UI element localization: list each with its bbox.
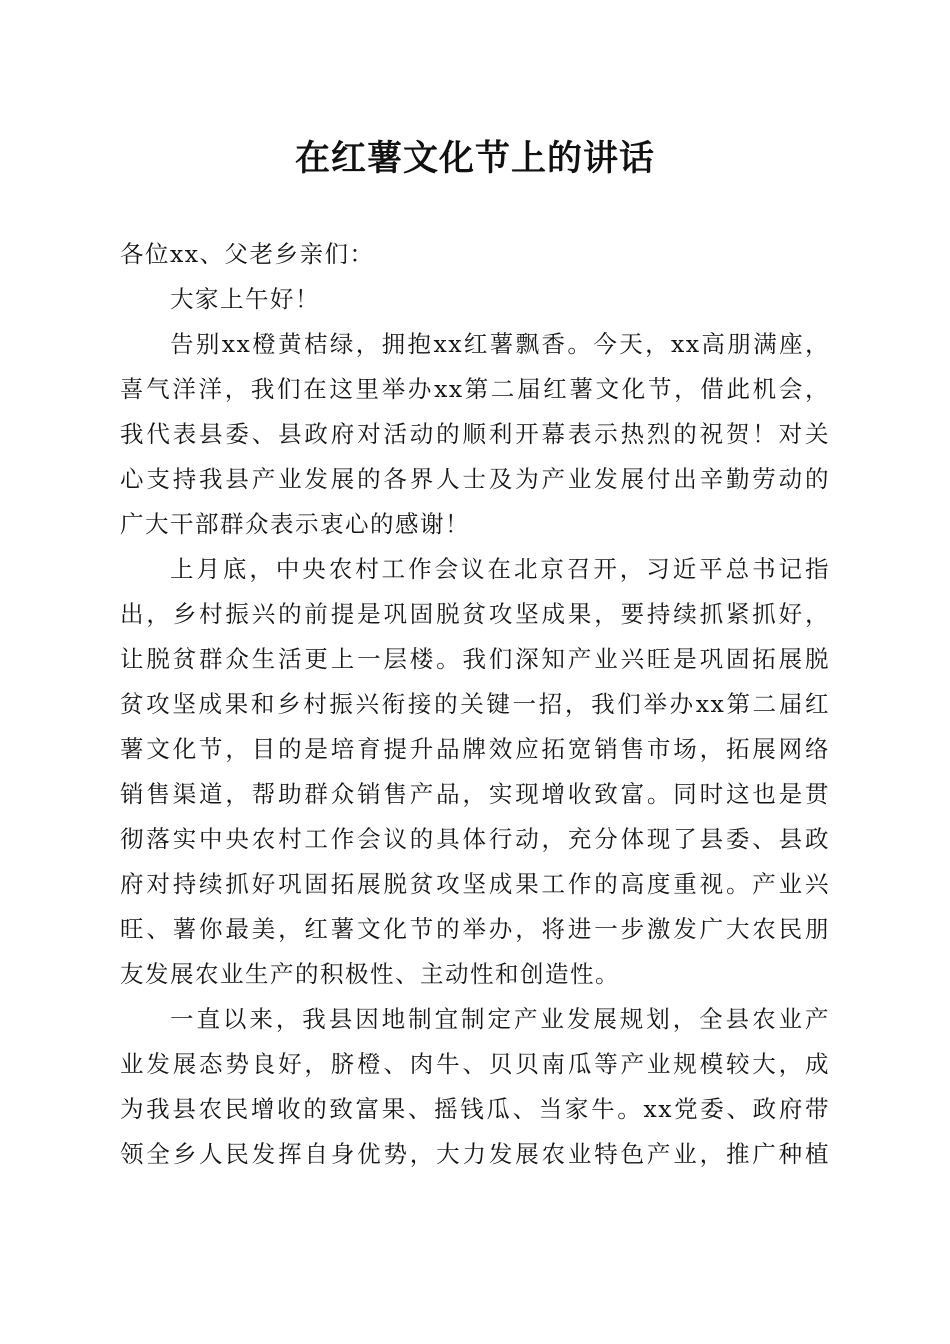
paragraph-2: [120, 547, 830, 997]
paragraph-line: 府对持续抓好巩固拓展脱贫攻坚成果工作的高度重视。产业兴: [120, 870, 830, 898]
paragraph-line: 告别xx橙黄桔绿，拥抱xx红薯飘香。今天，xx高朋满座，: [170, 330, 830, 358]
paragraph-1: [120, 322, 830, 547]
paragraph-line: 上月底，中央农村工作会议在北京召开，习近平总书记指: [170, 555, 830, 583]
paragraph-line: 领全乡人民发挥自身优势，大力发展农业特色产业，推广种植: [120, 1140, 830, 1168]
paragraph-line: 薯文化节，目的是培育提升品牌效应拓宽销售市场，拓展网络: [120, 735, 830, 763]
paragraph-line: 业发展态势良好，脐橙、肉牛、贝贝南瓜等产业规模较大，成: [120, 1050, 830, 1078]
speech-body: [120, 232, 830, 1177]
salutation-line: 各位xx、父老乡亲们：: [120, 240, 375, 268]
paragraph-line: 喜气洋洋，我们在这里举办xx第二届红薯文化节，借此机会，: [120, 375, 830, 403]
paragraph-line: 心支持我县产业发展的各界人士及为产业发展付出辛勤劳动的: [120, 465, 830, 493]
paragraph-line: 销售渠道，帮助群众销售产品，实现增收致富。同时这也是贯: [120, 780, 830, 808]
paragraph-line: 出，乡村振兴的前提是巩固脱贫攻坚成果，要持续抓紧抓好，: [120, 600, 830, 628]
paragraph-line: 我代表县委、县政府对活动的顺利开幕表示热烈的祝贺！对关: [120, 420, 830, 448]
paragraph-line: 友发展农业生产的积极性、主动性和创造性。: [120, 960, 620, 988]
paragraph-line: 旺、薯你最美，红薯文化节的举办，将进一步激发广大农民朋: [120, 915, 830, 943]
paragraph-line: 为我县农民增收的致富果、摇钱瓜、当家牛。xx党委、政府带: [120, 1095, 830, 1123]
paragraph-3: [120, 997, 830, 1177]
paragraph-line: 让脱贫群众生活更上一层楼。我们深知产业兴旺是巩固拓展脱: [120, 645, 830, 673]
paragraph-line: 贫攻坚成果和乡村振兴衔接的关键一招，我们举办xx第二届红: [120, 690, 830, 718]
page-title: 在红薯文化节上的讲话: [294, 138, 655, 179]
paragraph-line: 广大干部群众表示衷心的感谢！: [120, 510, 470, 538]
paragraph-line: 彻落实中央农村工作会议的具体行动，充分体现了县委、县政: [120, 825, 830, 853]
paragraph-line: 一直以来，我县因地制宜制定产业发展规划，全县农业产: [170, 1005, 830, 1033]
greeting-line: 大家上午好！: [170, 285, 320, 313]
